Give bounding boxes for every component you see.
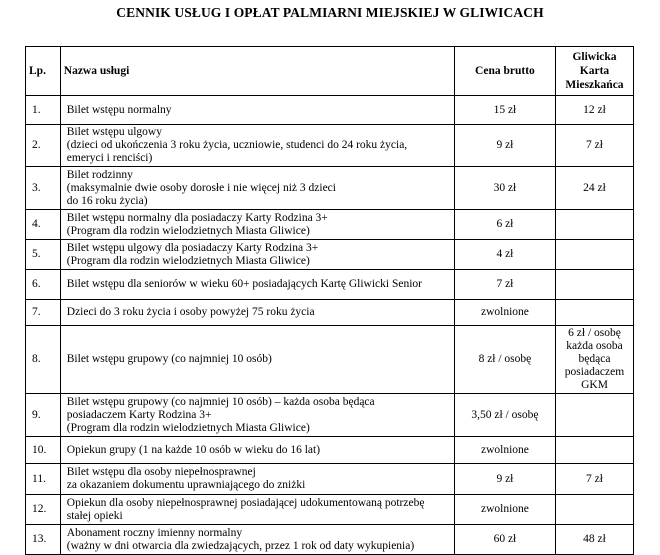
service-name-line: Bilet wstępu normalny dla posiadaczy Karty Rodzina 3+ (66, 211, 328, 224)
row-gkm-price (556, 300, 634, 326)
table-row (26, 300, 634, 326)
row-lp: 3. (26, 167, 61, 210)
row-price: 4 zł (454, 240, 555, 270)
service-name-line: stałej opieki (66, 509, 123, 522)
row-gkm-price (556, 240, 634, 270)
gkm-price-line: 12 zł (583, 103, 606, 116)
row-price: 7 zł (454, 270, 555, 300)
table-row (26, 270, 634, 300)
gkm-price-line: 24 zł (583, 181, 606, 194)
row-gkm-price (556, 437, 634, 464)
row-gkm-price (556, 326, 634, 394)
row-price: zwolnione (454, 495, 555, 525)
table-row (26, 96, 634, 125)
row-price: 6 zł (454, 210, 555, 240)
header-gkm-line: Mieszkańca (565, 79, 624, 91)
document-title: CENNIK USŁUG I OPŁAT PALMIARNI MIEJSKIEJ W GLIWICACH (116, 5, 544, 20)
table-row (26, 495, 634, 525)
service-name-line: Bilet rodzinny (66, 168, 133, 181)
service-name-line: do 16 roku życia) (66, 194, 148, 207)
table-row (26, 240, 634, 270)
gkm-price-line: posiadaczem (564, 366, 625, 378)
table-row (26, 464, 634, 495)
service-name-line: Abonament roczny imienny normalny (66, 526, 243, 539)
row-lp: 11. (26, 464, 61, 495)
service-name-line: Bilet wstępu ulgowy dla posiadaczy Karty Rodzina 3+ (66, 241, 319, 254)
row-gkm-price (556, 495, 634, 525)
row-lp: 13. (26, 525, 61, 555)
price-table (25, 46, 634, 555)
row-price: 30 zł (454, 167, 555, 210)
header-price: Cena brutto (454, 47, 555, 96)
service-name-line: posiadaczem Karty Rodzina 3+ (66, 408, 212, 421)
row-gkm-price (556, 167, 634, 210)
row-lp: 8. (26, 326, 61, 394)
row-lp: 1. (26, 96, 61, 125)
table-row (26, 125, 634, 167)
table-row (26, 326, 634, 394)
gkm-price-line: GKM (581, 379, 608, 391)
row-gkm-price (556, 270, 634, 300)
service-name-line: (Program dla rodzin wielodzietnych Miasta Gliwice) (66, 254, 310, 267)
service-name-line: (Program dla rodzin wielodzietnych Miasta Gliwice) (66, 421, 310, 434)
row-price: zwolnione (454, 437, 555, 464)
service-name-line: Bilet wstępu dla seniorów w wieku 60+ posiadających Kartę Gliwicki Senior (66, 278, 423, 290)
row-service-name (60, 525, 454, 555)
header-name: Nazwa usługi (60, 47, 454, 96)
row-service-name (60, 437, 454, 464)
table-row (26, 437, 634, 464)
header-gkm-line: Karta (579, 65, 610, 77)
header-gkm-line: Gliwicka (572, 51, 617, 63)
row-gkm-price (556, 525, 634, 555)
service-name-line: (ważny w dni otwarcia dla zwiedzających, przez 1 rok od daty wykupienia) (66, 539, 415, 552)
row-price: 60 zł (454, 525, 555, 555)
row-service-name (60, 394, 454, 437)
service-name-line: (dzieci od ukończenia 3 roku życia, uczniowie, studenci do 24 roku życia, (66, 139, 408, 151)
row-service-name (60, 464, 454, 495)
service-name-line: za okazaniem dokumentu uprawniającego do zniżki (66, 479, 306, 491)
row-gkm-price (556, 394, 634, 437)
service-name-line: Bilet wstępu grupowy (co najmniej 10 osób) (66, 353, 272, 365)
header-gkm (556, 47, 634, 96)
gkm-price-line: 6 zł / osobę (568, 327, 621, 339)
table-row (26, 525, 634, 555)
row-gkm-price (556, 125, 634, 167)
row-service-name (60, 495, 454, 525)
row-service-name (60, 125, 454, 167)
row-service-name (60, 167, 454, 210)
row-price: zwolnione (454, 300, 555, 326)
row-service-name (60, 270, 454, 300)
row-lp: 12. (26, 495, 61, 525)
row-lp: 10. (26, 437, 61, 464)
row-gkm-price (556, 210, 634, 240)
row-service-name (60, 96, 454, 125)
row-service-name (60, 326, 454, 394)
gkm-price-line: 7 zł (586, 472, 603, 485)
row-service-name (60, 240, 454, 270)
row-lp: 5. (26, 240, 61, 270)
row-lp: 4. (26, 210, 61, 240)
service-name-line: Bilet wstępu grupowy (co najmniej 10 osób) – każda osoba będąca (66, 395, 375, 408)
service-name-line: Bilet wstępu ulgowy (66, 126, 162, 138)
service-name-line: (maksymalnie dwie osoby dorosłe i nie więcej niż 3 dzieci (66, 181, 336, 194)
service-name-line: Bilet wstępu normalny (66, 103, 172, 116)
table-row (26, 210, 634, 240)
service-name-line: emeryci i renciści) (66, 152, 153, 164)
gkm-price-line: 7 zł (586, 139, 603, 151)
service-name-line: Dzieci do 3 roku życia i osoby powyżej 75 roku życia (66, 306, 315, 318)
row-gkm-price (556, 464, 634, 495)
row-lp: 2. (26, 125, 61, 167)
header-lp: Lp. (26, 47, 61, 96)
table-header-row (26, 47, 634, 96)
table-row (26, 167, 634, 210)
service-name-line: Opiekun grupy (1 na każde 10 osób w wieku do 16 lat) (66, 443, 321, 456)
service-name-line: Bilet wstępu dla osoby niepełnosprawnej (66, 466, 256, 478)
row-lp: 6. (26, 270, 61, 300)
row-price: 3,50 zł / osobę (454, 394, 555, 437)
gkm-price-line: każda osoba (566, 340, 623, 352)
row-service-name (60, 210, 454, 240)
gkm-price-line: 48 zł (583, 533, 606, 545)
row-price: 9 zł (454, 125, 555, 167)
service-name-line: Opiekun dla osoby niepełnosprawnej posiadającej udokumentowaną potrzebę (66, 496, 425, 509)
row-gkm-price (556, 96, 634, 125)
row-lp: 7. (26, 300, 61, 326)
row-lp: 9. (26, 394, 61, 437)
table-row (26, 394, 634, 437)
gkm-price-line: będąca (578, 353, 611, 365)
row-price: 15 zł (454, 96, 555, 125)
row-price: 9 zł (454, 464, 555, 495)
row-price: 8 zł / osobę (454, 326, 555, 394)
row-service-name (60, 300, 454, 326)
service-name-line: (Program dla rodzin wielodzietnych Miasta Gliwice) (66, 224, 310, 237)
